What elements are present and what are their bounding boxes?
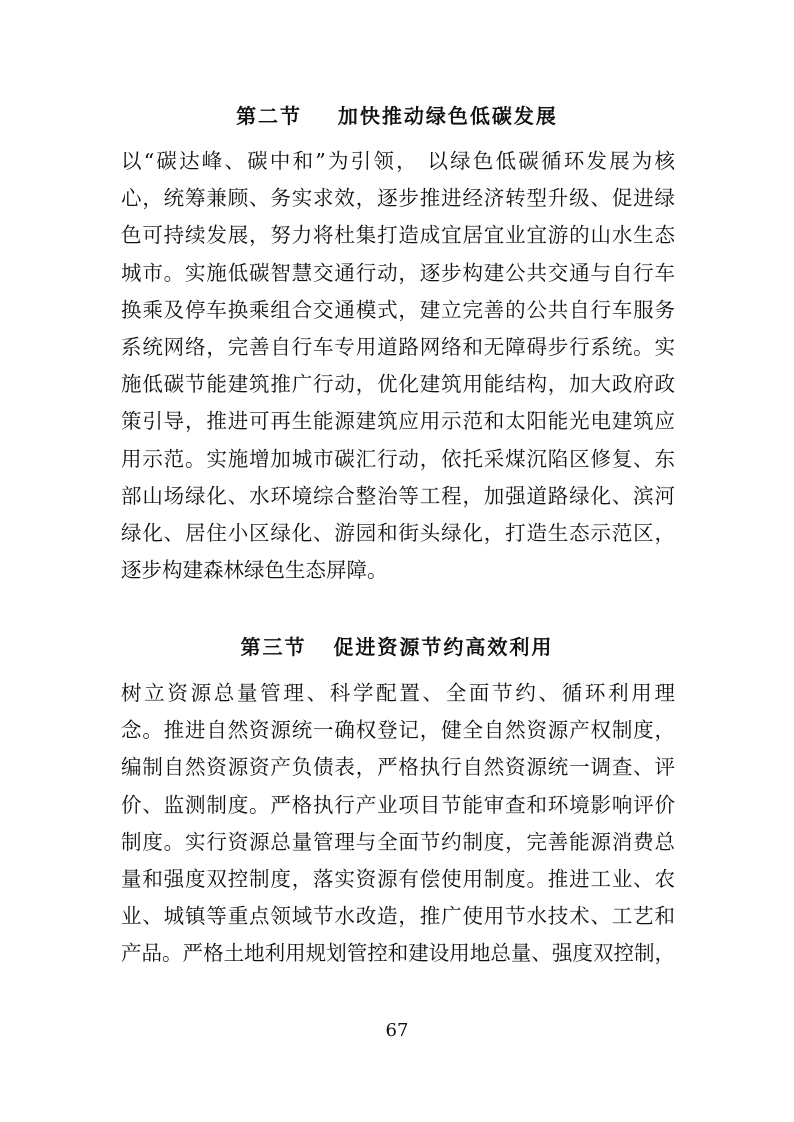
paragraph-green-low-carbon — [121, 143, 675, 589]
text-line: 施低碳节能建筑推广行动，优化建筑用能结构，加大政府政 — [121, 372, 675, 397]
text-line: 系统网络，完善自行车专用道路网络和无障碍步行系统。实 — [121, 334, 675, 359]
section-heading-2: 第二节 加快推动绿色低碳发展 — [236, 104, 558, 128]
text-line: 产品。严格土地利用规划管控和建设用地总量、强度双控制， — [121, 941, 675, 966]
text-line: 换乘及停车换乘组合交通模式，建立完善的公共自行车服务 — [121, 297, 675, 322]
text-line: 编制自然资源资产负债表，严格执行自然资源统一调查、评 — [121, 755, 675, 780]
text-line: 树立资源总量管理、科学配置、全面节约、循环利用理 — [121, 681, 675, 705]
text-line: 制度。实行资源总量管理与全面节约制度，完善能源消费总 — [121, 829, 675, 854]
text-line: 城市。实施低碳智慧交通行动，逐步构建公共交通与自行车 — [121, 260, 675, 285]
section-heading-3: 第三节 促进资源节约高效利用 — [240, 635, 554, 659]
paragraph-resource-efficiency — [121, 675, 675, 973]
text-line: 用示范。实施增加城市碳汇行动，依托采煤沉陷区修复、东 — [121, 446, 675, 471]
text-line: 量和强度双控制度，落实资源有偿使用制度。推进工业、农 — [121, 866, 675, 891]
text-line: 念。推进自然资源统一确权登记，健全自然资源产权制度， — [121, 718, 675, 743]
text-line: 价、监测制度。严格执行产业项目节能审查和环境影响评价 — [121, 792, 675, 817]
text-line: 心，统筹兼顾、务实求效，逐步推进经济转型升级、促进绿 — [121, 186, 675, 211]
text-line: 业、城镇等重点领域节水改造，推广使用节水技术、工艺和 — [121, 904, 675, 929]
text-line: 绿化、居住小区绿化、游园和街头绿化，打造生态示范区， — [121, 520, 675, 545]
text-line: 逐步构建森林绿色生态屏障。 — [121, 558, 388, 583]
page-number: 67 — [385, 1020, 409, 1041]
text-line: 色可持续发展，努力将杜集打造成宜居宜业宜游的山水生态 — [121, 223, 675, 248]
text-line: 以“碳达峰、碳中和”为引领， 以绿色低碳循环发展为核 — [121, 149, 675, 173]
text-line: 部山场绿化、水环境综合整治等工程，加强道路绿化、滨河 — [121, 483, 675, 508]
text-line: 策引导，推进可再生能源建筑应用示范和太阳能光电建筑应 — [121, 409, 675, 434]
